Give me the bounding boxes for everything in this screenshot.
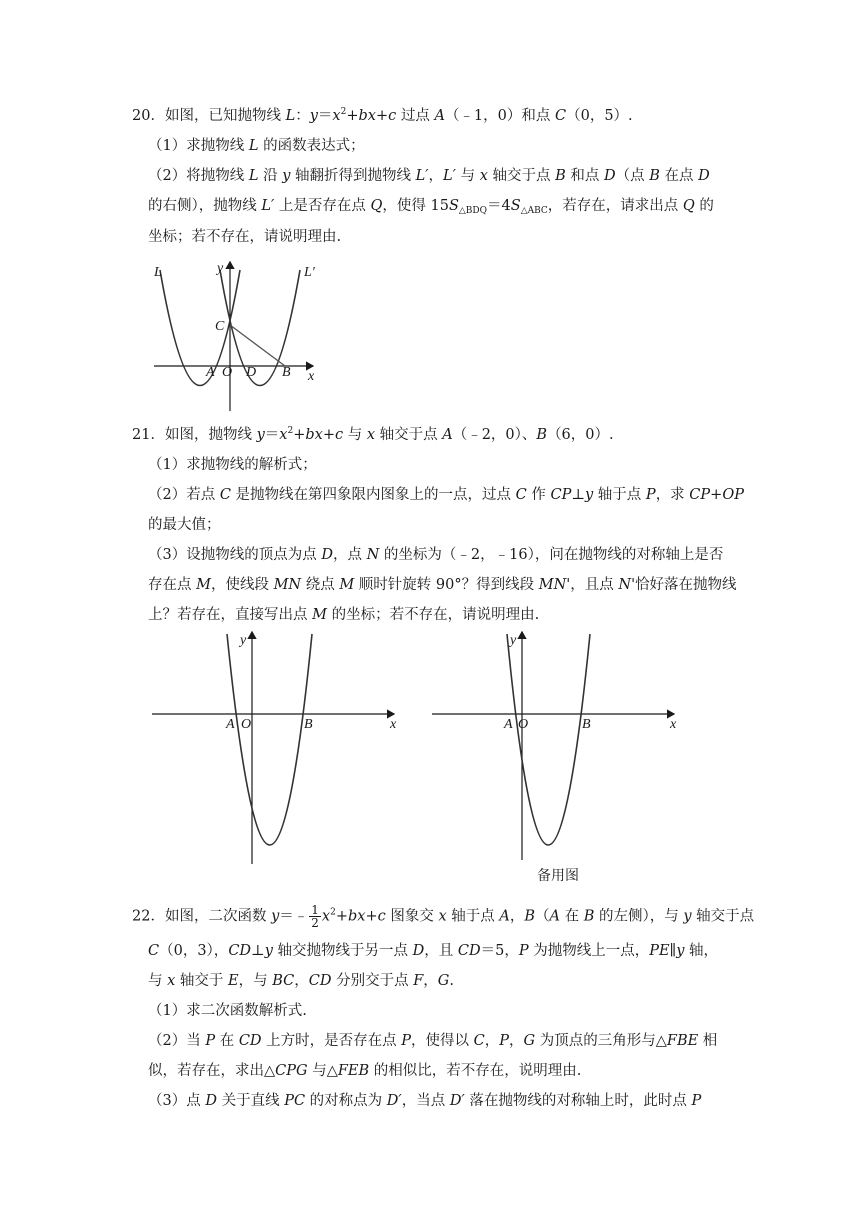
q20-figure (148, 256, 328, 416)
q21-part3-line2: 存在点 M，使线段 MN 绕点 M 顺时针旋转 90°？得到线段 MN'，且点 N'恰好落在抛物线 (148, 577, 737, 593)
label-A: A (504, 717, 513, 732)
q20-part1: （1）求抛物线 L 的函数表达式； (148, 138, 365, 154)
q22-stem-line3: 与 x 轴交于 E，与 BC，CD 分别交于点 F，G. (148, 973, 454, 989)
q21-stem: 21．如图，抛物线 $y=x^2+bx+c$ 与 x 轴交于点 A（﹣2，0）、B（6，0）. (132, 426, 614, 443)
q22-part2-line1: （2）当 P 在 CD 上方时，是否存在点 P，使得以 C，P，G 为顶点的三角形与△FBE 相 (148, 1033, 718, 1049)
q20-part2-line1: （2）将抛物线 L 沿 y 轴翻折得到抛物线 L′，L′ 与 x 轴交于点 B 和点 D（点 B 在点 D (148, 168, 710, 184)
label-B: B (582, 717, 591, 732)
label-D: D (246, 365, 257, 380)
parabola (507, 634, 590, 845)
label-x: x (670, 717, 677, 732)
segment-CB (230, 325, 285, 366)
label-x: x (390, 717, 397, 732)
q20-part2-line2: 的右侧），抛物线 L′ 上是否存在点 Q，使得 $15S_{\triangle BDQ}=4S_{\triangle ABC}$，若存在，请求出点 Q 的 (148, 198, 714, 216)
parabola (227, 634, 312, 845)
q21-part2-line2: 的最大值； (148, 517, 221, 533)
label-y: y (217, 261, 224, 276)
label-A: A (206, 365, 215, 380)
q20-part2-line3: 坐标；若不存在，请说明理由. (148, 229, 342, 245)
label-B: B (282, 365, 291, 380)
label-y: y (240, 633, 247, 648)
label-C: C (215, 319, 225, 334)
label-O: O (241, 717, 252, 732)
q22-stem-line2: C（0，3），CD⊥y 轴交抛物线于另一点 D，且 CD＝5，P 为抛物线上一点，PE∥y 轴， (148, 943, 719, 959)
q22-part2-line2: 似，若存在，求出△CPG 与△FEB 的相似比，若不存在，说明理由. (148, 1063, 582, 1079)
q21-figure-backup (430, 628, 690, 868)
q21-part2-line1: （2）若点 C 是抛物线在第四象限内图象上的一点，过点 C 作 CP⊥y 轴于点 P，求 CP+OP (148, 487, 744, 503)
label-x: x (308, 369, 315, 384)
q21-part3-line1: （3）设抛物线的顶点为点 D，点 N 的坐标为（﹣2，﹣16），问在抛物线的对称轴上是否 (148, 547, 724, 563)
q21-part1: （1）求抛物线的解析式； (148, 457, 317, 473)
q21-figure-main (150, 628, 410, 868)
q22-stem: 22．如图，二次函数 y＝﹣ $\frac{1}{2}$ $x^2+bx+c$ 图象交 x 轴于点 A，B（A 在 B 的左侧），与 y 轴交于点 (132, 903, 755, 930)
fraction-one-half: $\frac{1}{2}$ (311, 903, 319, 930)
backup-figure-caption: 备用图 (537, 868, 579, 884)
label-O: O (222, 365, 233, 380)
label-y: y (510, 633, 517, 648)
q20-stem: 20．如图，已知抛物线 L：$y=x^2+bx+c$ 过点 A（﹣1，0）和点 C（0，5）. (132, 107, 633, 124)
q22-part1: （1）求二次函数解析式. (148, 1003, 307, 1019)
q21-part3-line3: 上？若存在，直接写出点 M 的坐标；若不存在，请说明理由. (148, 607, 540, 623)
label-B: B (304, 717, 313, 732)
label-L-prime: L′ (304, 265, 315, 280)
label-L: L (154, 265, 162, 280)
label-A: A (226, 717, 235, 732)
q22-part3-line1: （3）点 D 关于直线 PC 的对称点为 D′，当点 D′ 落在抛物线的对称轴上时，此时点 P (148, 1093, 702, 1109)
label-O: O (518, 717, 529, 732)
